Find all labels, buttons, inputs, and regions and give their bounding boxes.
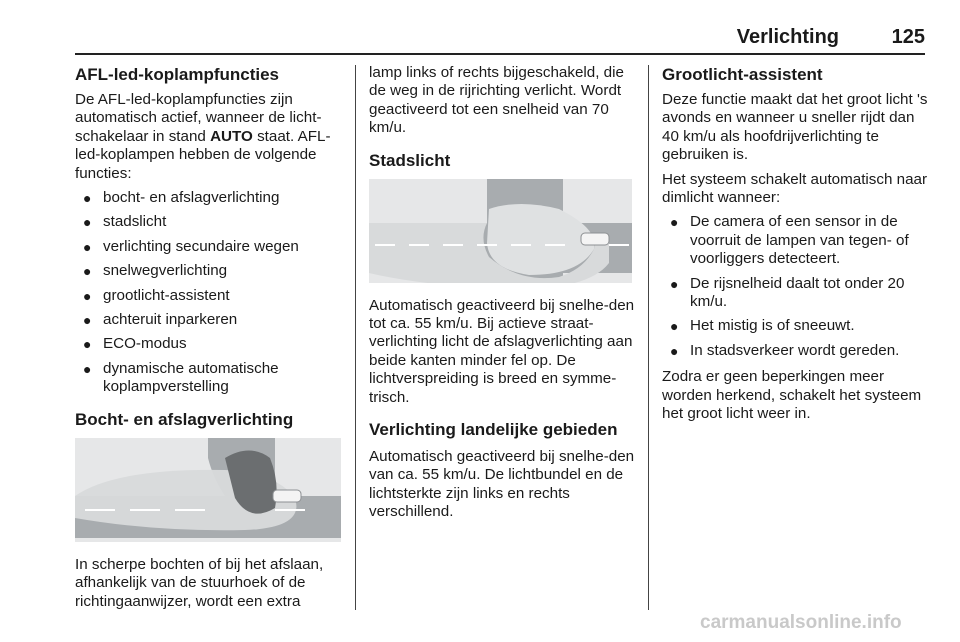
list-item: ● achteruit inparkeren	[83, 311, 238, 329]
stadslicht-heading: Stadslicht	[369, 150, 451, 170]
page-number: 125	[891, 26, 925, 48]
column-2	[369, 64, 635, 528]
intro-text-a: De AFL-led-koplampfuncties zijn automatisch actief, wanneer de licht-schakelaar in stand	[75, 91, 322, 145]
bocht-text-cont: lamp links of rechts bijgeschakeld, die de weg in de rijrichting verlicht. Wordt geactiveerd tot een snelheid van 70 km/u.	[369, 64, 624, 137]
dimlicht-intro: Het systeem schakelt automatisch naar dimlicht wanneer:	[662, 170, 928, 207]
bocht-heading: Bocht- en afslagverlichting	[75, 409, 294, 429]
page-header	[75, 26, 925, 52]
landelijk-text: Automatisch geactiveerd bij snelhe-den van ca. 55 km/u. De lichtbundel en de lichtsterkte zijn links en rechts verschillend.	[369, 448, 635, 521]
afl-intro	[75, 91, 341, 183]
cornering-light-illustration	[75, 438, 341, 542]
column-divider-1	[355, 65, 356, 610]
column-divider-2	[648, 65, 649, 610]
header-rule	[75, 53, 925, 55]
list-item: ● In stadsverkeer wordt gereden.	[670, 341, 900, 359]
list-item: ● bocht- en afslagverlichting	[83, 189, 280, 207]
list-item: ● snelwegverlichting	[83, 262, 228, 280]
list-item: ● Het mistig is of sneeuwt.	[670, 317, 855, 335]
watermark: carmanualsonline.info	[700, 612, 902, 633]
list-item: ● grootlicht-assistent	[83, 286, 230, 304]
list-item: ● verlichting secundaire wegen	[83, 237, 299, 255]
afl-function-list	[75, 189, 341, 397]
city-light-illustration	[369, 179, 632, 283]
grootlicht-resume: Zodra er geen beperkingen meer worden herkend, schakelt het systeem het groot licht weer in.	[662, 368, 922, 423]
list-item: ● ECO-modus	[83, 335, 187, 353]
landelijk-heading: Verlichting landelijke gebieden	[369, 420, 618, 440]
afl-heading: AFL-led-koplampfuncties	[75, 65, 280, 84]
list-item: ● De rijsnelheid daalt tot onder 20 km/u.	[670, 274, 905, 311]
column-3	[662, 64, 928, 430]
list-item: ● dynamische automatische koplampverstelling	[83, 359, 279, 396]
dimlicht-conditions	[662, 213, 928, 360]
bocht-text: In scherpe bochten of bij het afslaan, afhankelijk van de stuurhoek of de richtingaanwijzer, wordt een extra	[75, 555, 324, 610]
grootlicht-heading: Grootlicht-assistent	[662, 65, 823, 84]
list-item: ● De camera of een sensor in de voorruit de lampen van tegen- of voorliggers detecteert.	[670, 213, 909, 268]
list-item: ● stadslicht	[83, 213, 167, 231]
stadslicht-text: Automatisch geactiveerd bij snelhe-den tot ca. 55 km/u. Bij actieve straat-verlichting licht de afslagverlichting aan beide kanten minder fel op. De lichtverspreiding is breed en symme-trisch.	[369, 296, 635, 406]
intro-text-b: staat. AFL-led-koplampen hebben de volgende functies:	[75, 127, 331, 182]
grootlicht-text: Deze functie maakt dat het groot licht 's avonds en wanneer u sneller rijdt dan 40 km/u als hoofdrijverlichting te gebruiken is.	[662, 91, 928, 164]
column-1	[75, 64, 341, 617]
section-title: Verlichting	[736, 26, 839, 48]
auto-keyword: AUTO	[210, 127, 253, 145]
